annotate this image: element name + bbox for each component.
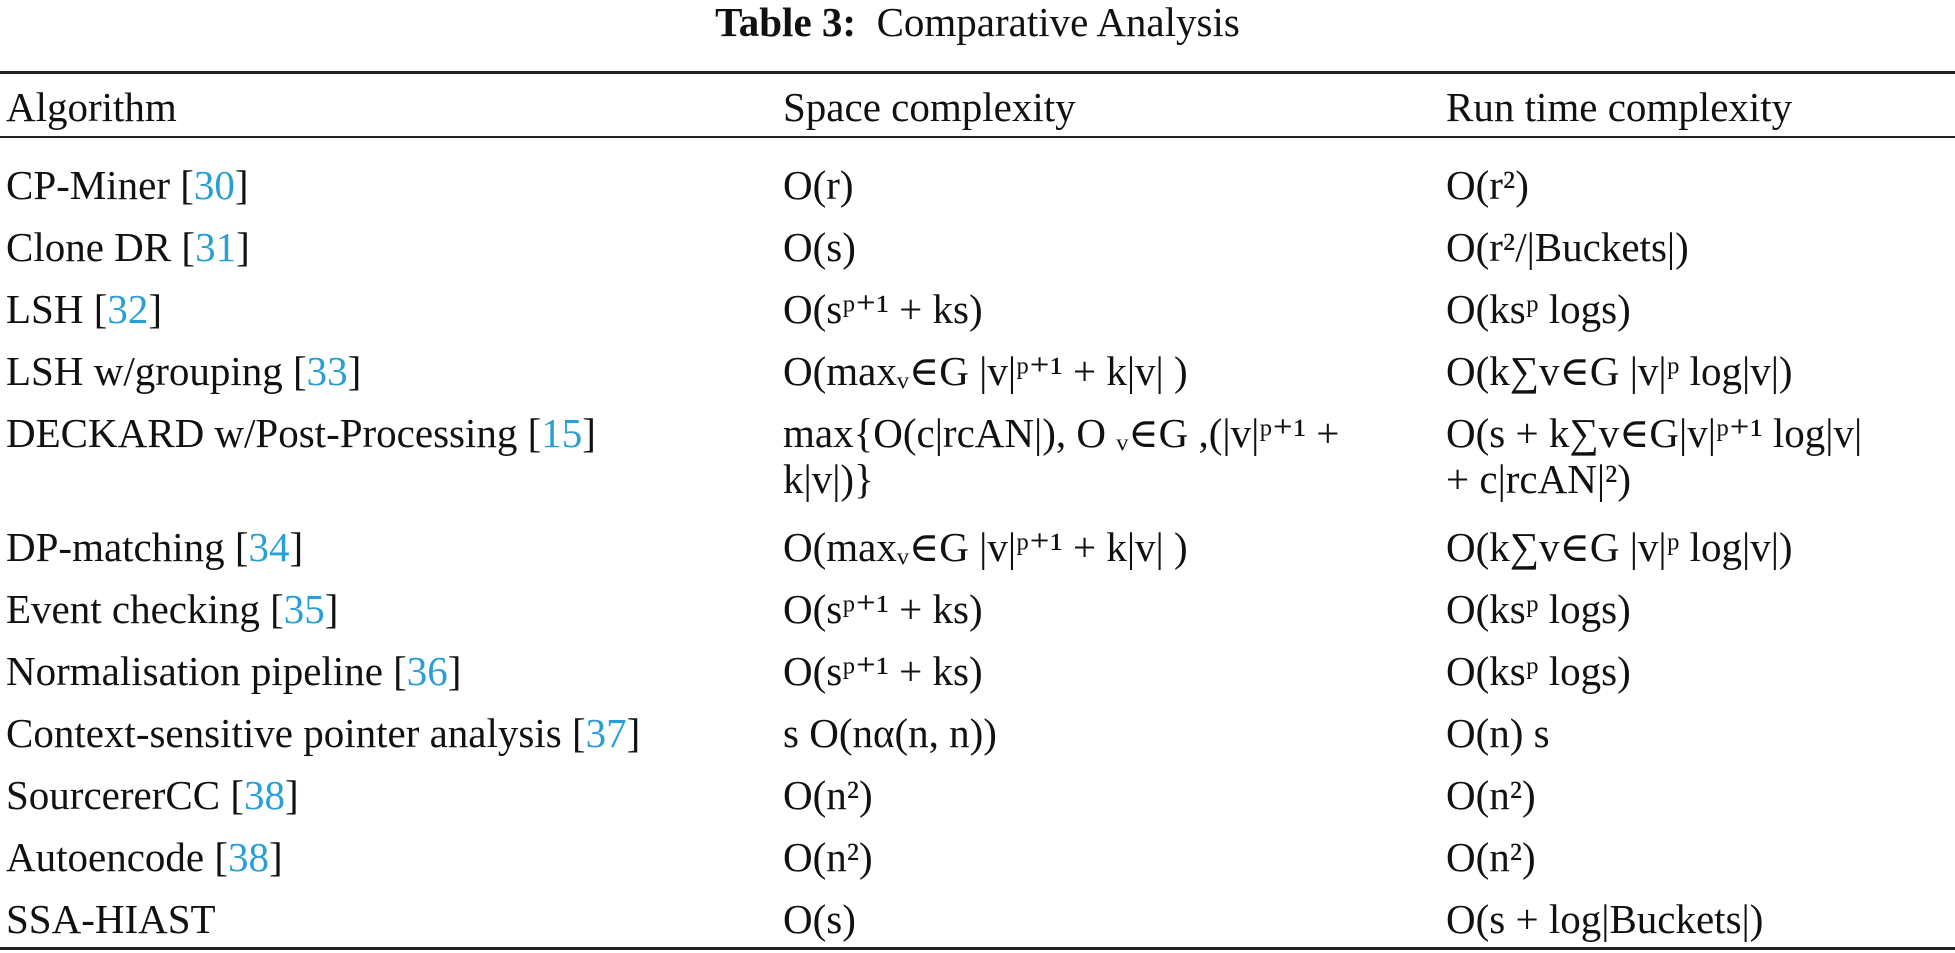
algorithm-cell: Clone DR [31] <box>6 224 250 270</box>
algorithm-name: Normalisation pipeline <box>6 648 383 694</box>
algorithm-cell: Event checking [35] <box>6 586 339 632</box>
caption-label: Table 3: <box>715 0 857 45</box>
space-complexity-cell <box>783 410 1339 502</box>
algorithm-name: Clone DR <box>6 224 172 270</box>
bottom-rule <box>0 947 1955 950</box>
algorithm-name: SourcererCC <box>6 772 221 818</box>
algorithm-name: Autoencode <box>6 834 205 880</box>
space-complexity-cell: s O(nα(n, n)) <box>783 710 997 756</box>
algorithm-name: DECKARD w/Post-Processing <box>6 410 518 456</box>
algorithm-cell: LSH w/grouping [33] <box>6 348 362 394</box>
run-time-complexity-cell: O(ksᵖ logs) <box>1446 648 1631 694</box>
reference-link[interactable]: 38 <box>243 772 285 818</box>
run-time-complexity-line: + c|rcAN|²) <box>1446 456 1632 502</box>
algorithm-name: CP-Miner <box>6 162 170 208</box>
header-run-time-complexity: Run time complexity <box>1446 84 1793 130</box>
reference-link[interactable]: 15 <box>541 410 583 456</box>
space-complexity-cell: O(sᵖ⁺¹ + ks) <box>783 286 983 332</box>
reference-link[interactable]: 31 <box>195 224 237 270</box>
run-time-complexity-cell: O(ksᵖ logs) <box>1446 286 1631 332</box>
space-complexity-line: k|v|)} <box>783 456 874 502</box>
run-time-complexity-cell: O(n) s <box>1446 710 1550 756</box>
algorithm-name: LSH w/grouping <box>6 348 283 394</box>
header-algorithm: Algorithm <box>6 84 177 130</box>
space-complexity-cell: O(s) <box>783 896 856 942</box>
top-rule <box>0 71 1955 74</box>
table-caption <box>0 0 1955 44</box>
run-time-complexity-cell: O(n²) <box>1446 834 1536 880</box>
header-rule <box>0 136 1955 138</box>
space-complexity-cell: O(sᵖ⁺¹ + ks) <box>783 648 983 694</box>
algorithm-name: SSA-HIAST <box>6 896 216 942</box>
algorithm-name: Context-sensitive pointer analysis <box>6 710 562 756</box>
space-complexity-cell: O(maxᵥ∈G |v|ᵖ⁺¹ + k|v| ) <box>783 348 1188 394</box>
reference-link[interactable]: 36 <box>406 648 448 694</box>
run-time-complexity-cell: O(s + log|Buckets|) <box>1446 896 1764 942</box>
reference-link[interactable]: 38 <box>228 834 269 880</box>
run-time-complexity-cell <box>1446 410 1862 502</box>
algorithm-cell: Context-sensitive pointer analysis [37] <box>6 710 641 756</box>
space-complexity-cell: O(r) <box>783 162 854 208</box>
algorithm-cell: Autoencode [38] <box>6 834 283 880</box>
algorithm-name: LSH <box>6 286 84 332</box>
algorithm-cell: DP-matching [34] <box>6 524 304 570</box>
reference-link[interactable]: 35 <box>283 586 325 632</box>
caption-title: Comparative Analysis <box>876 0 1240 45</box>
algorithm-cell: SourcererCC [38] <box>6 772 299 818</box>
run-time-complexity-cell: O(r²/|Buckets|) <box>1446 224 1689 270</box>
space-complexity-line: max{O(c|rcAN|), O ᵥ∈G ,(|v|ᵖ⁺¹ + <box>783 410 1340 456</box>
algorithm-cell: Normalisation pipeline [36] <box>6 648 462 694</box>
reference-link[interactable]: 32 <box>107 286 149 332</box>
algorithm-cell: DECKARD w/Post-Processing [15] <box>6 410 596 456</box>
space-complexity-cell: O(maxᵥ∈G |v|ᵖ⁺¹ + k|v| ) <box>783 524 1188 570</box>
algorithm-cell: CP-Miner [30] <box>6 162 249 208</box>
algorithm-name: DP-matching <box>6 524 225 570</box>
run-time-complexity-cell: O(ksᵖ logs) <box>1446 586 1631 632</box>
algorithm-cell: LSH [32] <box>6 286 163 332</box>
reference-link[interactable]: 37 <box>585 710 627 756</box>
algorithm-name: Event checking <box>6 586 260 632</box>
reference-link[interactable]: 33 <box>306 348 348 394</box>
run-time-complexity-cell: O(n²) <box>1446 772 1536 818</box>
run-time-complexity-cell: O(k∑v∈G |v|ᵖ log|v|) <box>1446 524 1793 570</box>
space-complexity-cell: O(s) <box>783 224 856 270</box>
run-time-complexity-line: O(s + k∑v∈G|v|ᵖ⁺¹ log|v| <box>1446 410 1863 456</box>
reference-link[interactable]: 34 <box>248 524 290 570</box>
space-complexity-cell: O(n²) <box>783 834 873 880</box>
space-complexity-cell: O(n²) <box>783 772 873 818</box>
space-complexity-cell: O(sᵖ⁺¹ + ks) <box>783 586 983 632</box>
header-space-complexity: Space complexity <box>783 84 1076 130</box>
run-time-complexity-cell: O(r²) <box>1446 162 1529 208</box>
reference-link[interactable]: 30 <box>193 162 235 208</box>
run-time-complexity-cell: O(k∑v∈G |v|ᵖ log|v|) <box>1446 348 1793 394</box>
